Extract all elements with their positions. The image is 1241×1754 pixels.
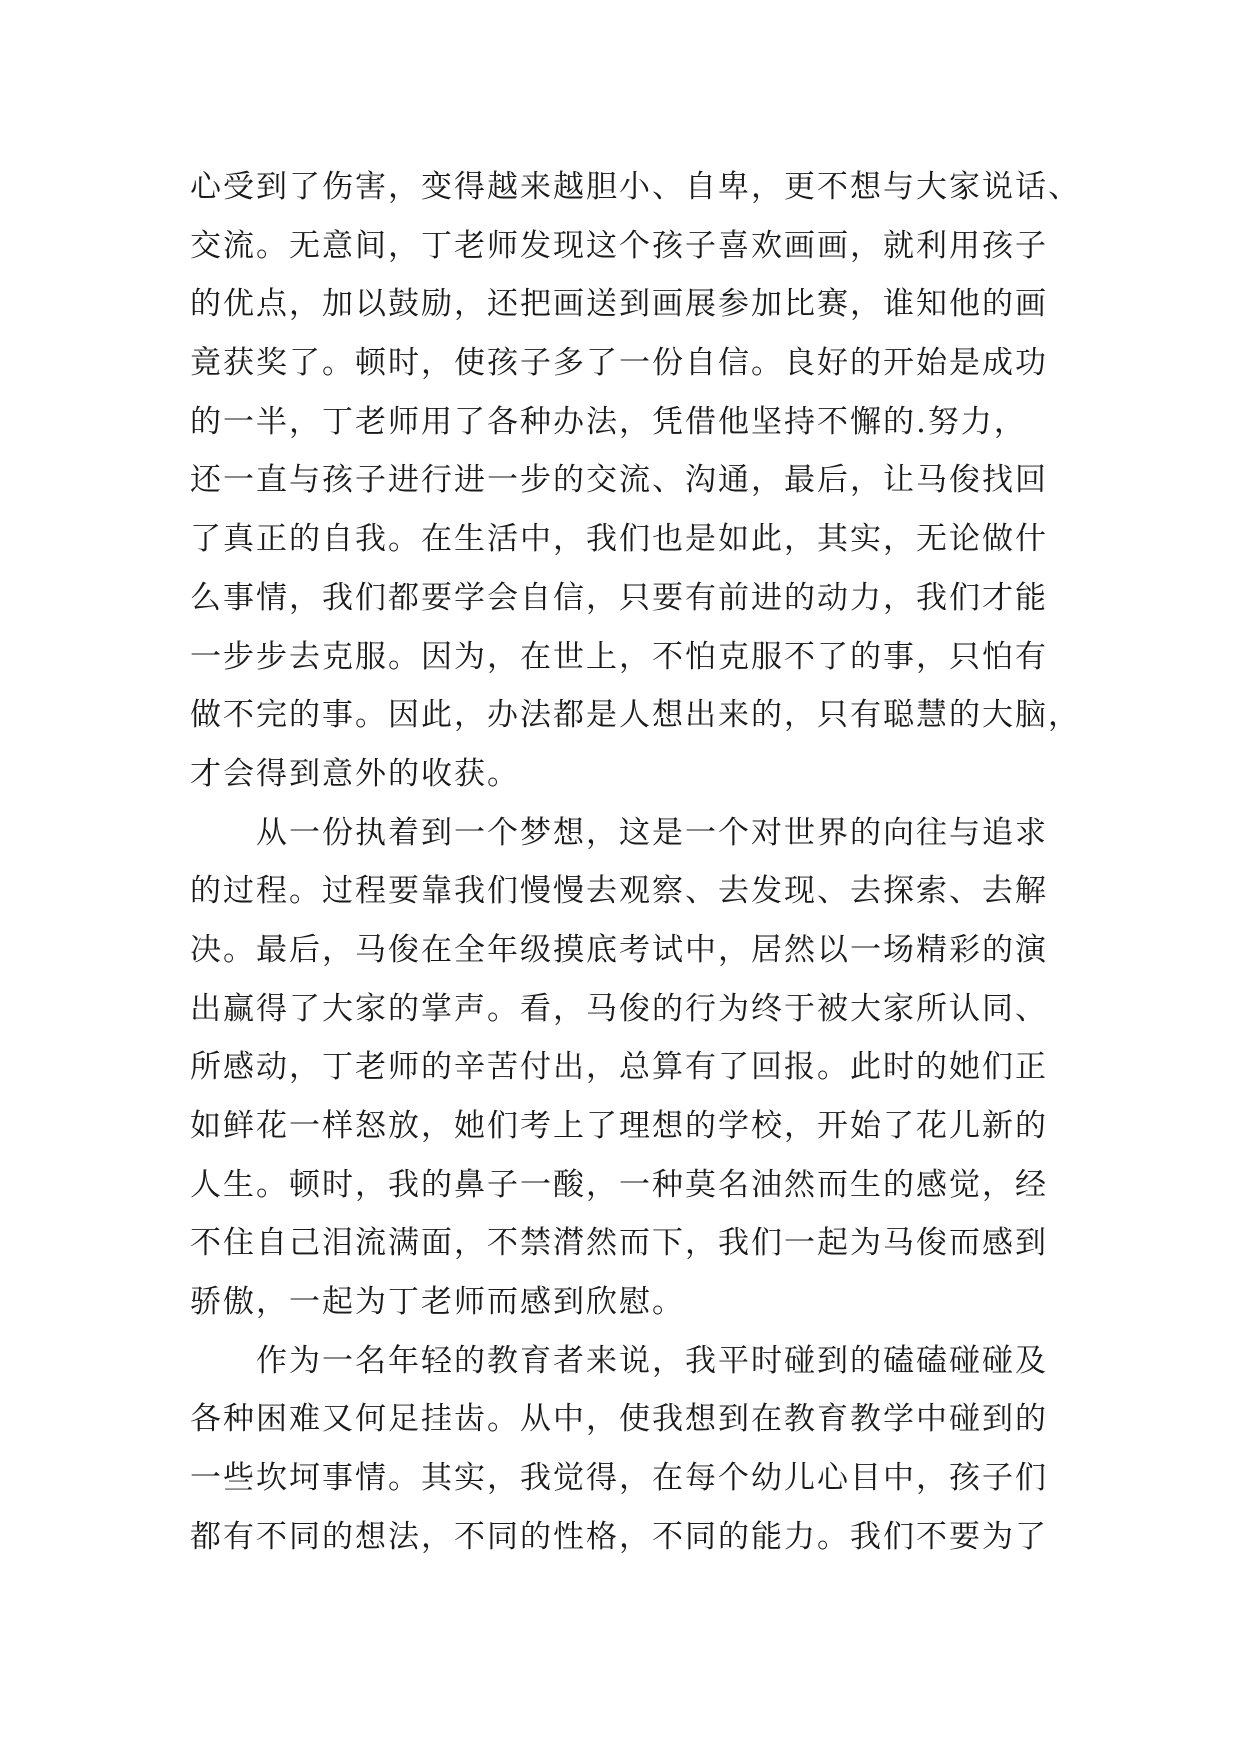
paragraph [190, 158, 1090, 804]
text-line: 才会得到意外的收获。 [190, 755, 520, 792]
text-line: 所感动，丁老师的辛苦付出，总算有了回报。此时的她们正 [190, 1049, 1048, 1086]
text-line: 的优点，加以鼓励，还把画送到画展参加比赛，谁知他的画 [190, 286, 1048, 323]
text-line: 的一半，丁老师用了各种办法，凭借他坚持不懈的.努力， [190, 403, 1027, 440]
text-line: 各种困难又何足挂齿。从中，使我想到在教育教学中碰到的 [190, 1401, 1048, 1438]
text-line: 不住自己泪流满面，不禁潸然而下，我们一起为马俊而感到 [190, 1225, 1048, 1262]
text-line: 作为一名年轻的教育者来说，我平时碰到的磕磕碰碰及 [256, 1342, 1048, 1379]
text-line: 竟获奖了。顿时，使孩子多了一份自信。良好的开始是成功 [190, 345, 1048, 382]
paragraph [190, 1332, 1090, 1567]
text-line: 么事情，我们都要学会自信，只要有前进的动力，我们才能 [190, 579, 1048, 616]
body-text [190, 158, 1090, 1567]
text-line: 一些坎坷事情。其实，我觉得，在每个幼儿心目中，孩子们 [190, 1460, 1048, 1497]
text-line: 骄傲，一起为丁老师而感到欣慰。 [190, 1284, 685, 1321]
text-line: 从一份执着到一个梦想，这是一个对世界的向往与追求 [256, 814, 1048, 851]
text-line: 如鲜花一样怒放，她们考上了理想的学校，开始了花儿新的 [190, 1108, 1048, 1144]
text-line: 了真正的自我。在生活中，我们也是如此，其实，无论做什 [190, 521, 1048, 558]
text-line: 人生。顿时，我的鼻子一酸，一种莫名油然而生的感觉，经 [190, 1166, 1048, 1203]
text-line: 一步步去克服。因为，在世上，不怕克服不了的事，只怕有 [190, 638, 1048, 675]
text-line: 的过程。过程要靠我们慢慢去观察、去发现、去探索、去解 [190, 873, 1048, 910]
paragraph [190, 804, 1090, 1332]
text-line: 决。最后，马俊在全年级摸底考试中，居然以一场精彩的演 [190, 931, 1048, 968]
text-line: 交流。无意间，丁老师发现这个孩子喜欢画画，就利用孩子 [190, 227, 1048, 264]
text-line: 出赢得了大家的掌声。看，马俊的行为终于被大家所认同、 [190, 990, 1048, 1027]
text-line: 做不完的事。因此，办法都是人想出来的，只有聪慧的大脑， [190, 697, 1081, 734]
text-line: 还一直与孩子进行进一步的交流、沟通，最后，让马俊找回 [190, 462, 1048, 499]
text-line: 都有不同的想法，不同的性格，不同的能力。我们不要为了 [190, 1518, 1048, 1555]
text-line: 心受到了伤害，变得越来越胆小、自卑，更不想与大家说话、 [190, 169, 1081, 205]
